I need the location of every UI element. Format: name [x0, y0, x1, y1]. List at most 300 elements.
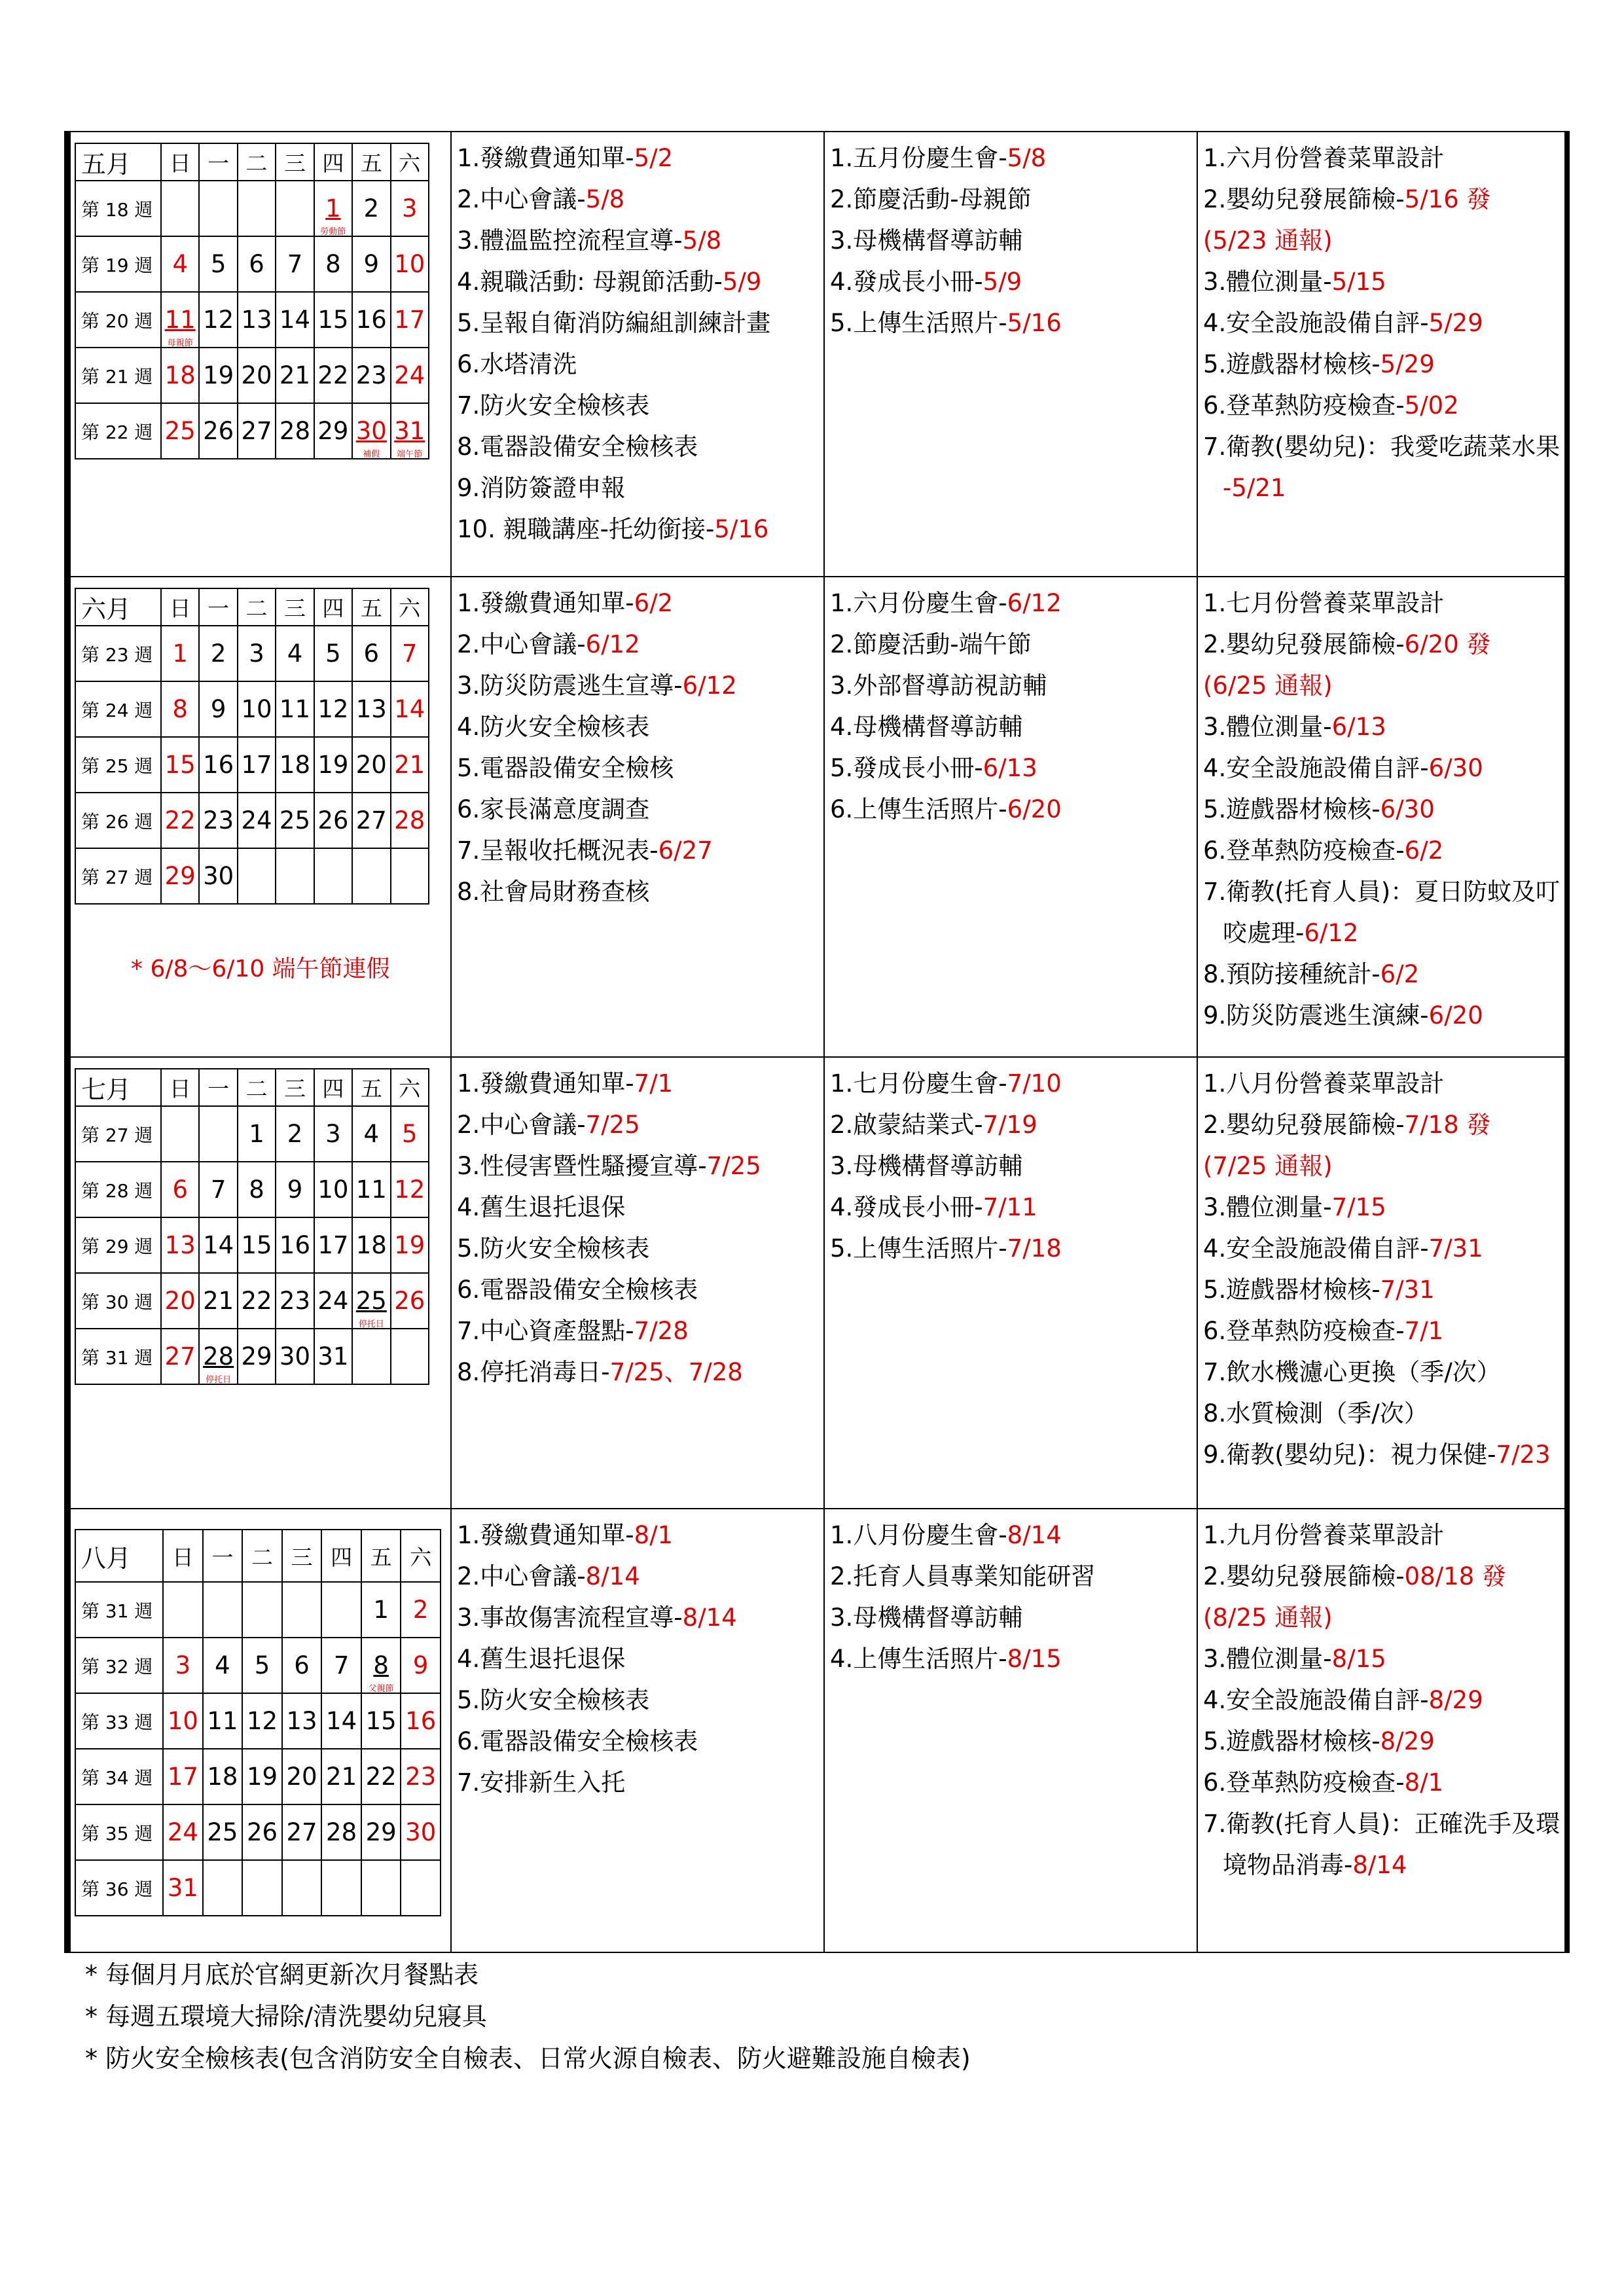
day-number: 8 — [249, 1175, 264, 1204]
day-number: 4 — [363, 1120, 380, 1148]
day-cell — [391, 348, 429, 403]
task-date: 6/2 — [1404, 836, 1444, 865]
day-cell — [314, 1329, 352, 1384]
task-text: 3.防災防震逃生宣導- — [457, 672, 683, 700]
task-item — [1203, 1597, 1564, 1638]
task-date: 7/25 — [706, 1152, 761, 1180]
task-item — [1203, 1187, 1564, 1228]
day-number: 9 — [287, 1175, 303, 1204]
weekday-header: 五 — [361, 1530, 401, 1582]
day-number: 19 — [394, 1231, 425, 1259]
task-item — [1203, 385, 1564, 426]
task-item — [1203, 1515, 1564, 1556]
weekday-header: 日 — [161, 588, 199, 626]
month-calendar-cell — [71, 577, 452, 1056]
task-item — [457, 1352, 823, 1393]
task-text: 5.防火安全檢核表 — [457, 1234, 650, 1263]
task-item — [1203, 954, 1564, 995]
day-number: 11 — [355, 1175, 387, 1204]
task-item — [1203, 261, 1564, 302]
task-text: 1.七月份慶生會- — [830, 1069, 1007, 1098]
week-label: 第 18 週 — [75, 181, 161, 236]
day-cell — [352, 1162, 390, 1217]
day-number: 17 — [317, 1231, 349, 1259]
task-text: 4.上傳生活照片- — [830, 1645, 1007, 1673]
day-cell — [238, 348, 276, 403]
week-row — [75, 1749, 441, 1804]
task-date: -5/21 — [1223, 474, 1286, 502]
day-number: 21 — [394, 751, 425, 779]
task-date: 7/19 — [983, 1111, 1038, 1139]
day-cell — [352, 793, 390, 848]
task-date: 8/14 — [1352, 1851, 1407, 1879]
task-date: 7/31 — [1428, 1234, 1483, 1263]
day-number: 22 — [365, 1763, 397, 1791]
holiday-label: 停托日 — [358, 1319, 384, 1329]
task-item — [457, 830, 823, 871]
task-text: 3.體位測量- — [1203, 268, 1332, 296]
day-cell — [242, 1582, 282, 1638]
task-text: 6.電器設備安全檢核表 — [457, 1727, 698, 1755]
task-text: 4.發成長小冊- — [830, 268, 983, 296]
task-date: 5/9 — [722, 268, 762, 296]
day-number: 15 — [164, 751, 196, 779]
week-label: 第 32 週 — [75, 1638, 163, 1693]
task-text: 3.體位測量- — [1203, 1193, 1332, 1221]
week-row — [75, 626, 429, 681]
weekday-header: 日 — [161, 1069, 199, 1106]
task-text: 2.中心會議- — [457, 185, 586, 213]
day-cell — [161, 181, 199, 236]
weekday-header: 四 — [314, 143, 352, 181]
task-text: 4.舊生退托退保 — [457, 1193, 626, 1221]
weekday-header: 三 — [276, 143, 314, 181]
task-item — [457, 1310, 823, 1352]
task-item — [1203, 789, 1564, 830]
task-item — [830, 1145, 1197, 1187]
task-text: 6.登革熱防疫檢查- — [1203, 836, 1405, 865]
task-text: 1.發繳費通知單- — [457, 1069, 634, 1098]
task-item — [1203, 1721, 1564, 1762]
day-cell — [276, 626, 314, 681]
month-calendar-cell — [71, 1509, 452, 1952]
task-date: 7/25、7/28 — [609, 1358, 743, 1386]
day-number: 14 — [394, 695, 425, 723]
week-label: 第 24 週 — [75, 681, 161, 737]
month-row — [71, 1058, 1564, 1509]
day-cell — [401, 1693, 441, 1749]
task-item — [1203, 220, 1564, 261]
task-text: 2.托育人員專業知能研習 — [830, 1562, 1096, 1590]
day-number: 5 — [254, 1651, 270, 1679]
task-date: 6/20 發 — [1404, 630, 1491, 658]
day-number: 3 — [249, 639, 264, 668]
task-item — [457, 1187, 823, 1228]
day-number: 28 — [326, 1818, 357, 1846]
task-item — [457, 583, 823, 624]
day-number: 23 — [279, 1287, 311, 1315]
task-date: 6/2 — [1380, 960, 1420, 988]
day-cell — [161, 1329, 199, 1384]
day-number: 8 — [325, 250, 341, 278]
task-text: 5.呈報自衛消防編組訓練計畫 — [457, 309, 771, 337]
day-number: 1 — [373, 1596, 389, 1624]
task-text: 4.母機構督導訪輔 — [830, 713, 1023, 741]
task-text: 7.衛教(托育人員)：夏日防蚊及叮 — [1203, 878, 1561, 906]
task-item — [1203, 995, 1564, 1036]
task-item — [830, 789, 1197, 830]
day-cell — [238, 793, 276, 848]
day-cell — [401, 1860, 441, 1916]
day-cell — [276, 348, 314, 403]
task-date: 5/9 — [983, 268, 1022, 296]
month-row — [71, 1509, 1564, 1952]
task-item — [457, 706, 823, 747]
weekday-header: 六 — [391, 1069, 429, 1106]
weekday-header: 一 — [203, 1530, 243, 1582]
day-number: 24 — [317, 1287, 349, 1315]
day-number: 31 — [167, 1874, 198, 1902]
day-number: 10 — [241, 695, 272, 723]
day-cell — [163, 1804, 203, 1860]
day-number: 26 — [394, 1287, 425, 1315]
weekday-header: 五 — [352, 143, 390, 181]
day-number: 18 — [279, 751, 311, 779]
day-number: 29 — [317, 417, 349, 445]
day-cell — [391, 1217, 429, 1273]
day-number: 9 — [210, 695, 226, 723]
task-item — [457, 344, 823, 385]
day-cell — [282, 1749, 322, 1804]
day-number: 22 — [164, 806, 196, 834]
day-cell — [352, 292, 390, 348]
week-row — [75, 737, 429, 793]
task-date: 7/31 — [1380, 1276, 1435, 1304]
day-cell — [163, 1749, 203, 1804]
week-row — [75, 1582, 441, 1638]
weekday-header: 二 — [238, 1069, 276, 1106]
task-item — [830, 1063, 1197, 1104]
task-text: 8.停托消毒日- — [457, 1358, 610, 1386]
day-cell — [321, 1749, 361, 1804]
task-item — [830, 665, 1197, 706]
task-column-2 — [825, 1058, 1198, 1508]
day-cell — [391, 793, 429, 848]
task-text: 4.安全設施設備自評- — [1203, 754, 1429, 782]
day-cell — [276, 681, 314, 737]
task-item — [1203, 302, 1564, 344]
day-cell — [238, 1329, 276, 1384]
task-column-3 — [1198, 1509, 1564, 1952]
day-number: 3 — [175, 1651, 191, 1679]
day-number: 16 — [203, 751, 234, 779]
day-number: 30 — [355, 417, 387, 445]
day-number: 23 — [203, 806, 234, 834]
day-number: 15 — [365, 1707, 397, 1735]
week-label: 第 21 週 — [75, 348, 161, 403]
task-item — [457, 1638, 823, 1679]
task-item — [830, 1515, 1197, 1556]
task-date: 6/12 — [682, 672, 737, 700]
day-cell — [361, 1582, 401, 1638]
task-column-3 — [1198, 132, 1564, 576]
day-cell — [203, 1693, 243, 1749]
task-item — [1203, 1145, 1564, 1187]
day-cell — [276, 181, 314, 236]
task-item — [457, 747, 823, 789]
day-number: 3 — [325, 1120, 341, 1148]
task-text: 5.遊戲器材檢核- — [1203, 795, 1380, 823]
task-item — [1203, 179, 1564, 220]
day-number: 22 — [241, 1287, 272, 1315]
task-date: 7/18 發 — [1404, 1111, 1491, 1139]
task-text: 5.上傳生活照片- — [830, 1234, 1007, 1263]
day-number: 25 — [279, 806, 311, 834]
task-date: 7/25 — [585, 1111, 640, 1139]
task-text: 2.嬰幼兒發展篩檢- — [1203, 185, 1405, 213]
holiday-label: 母親節 — [167, 338, 193, 348]
task-text: 5.遊戲器材檢核- — [1203, 1727, 1380, 1755]
task-item — [457, 467, 823, 509]
day-cell — [352, 626, 390, 681]
day-number: 20 — [355, 751, 387, 779]
week-row — [75, 848, 429, 904]
day-cell — [242, 1638, 282, 1693]
day-number: 20 — [286, 1763, 317, 1791]
task-item — [457, 1762, 823, 1803]
task-text: 7.安排新生入托 — [457, 1768, 626, 1797]
weekday-header: 四 — [314, 1069, 352, 1106]
day-number: 13 — [286, 1707, 317, 1735]
task-text: 3.體位測量- — [1203, 1645, 1332, 1673]
day-number: 3 — [401, 194, 418, 223]
task-item — [457, 1145, 823, 1187]
day-number: 28 — [203, 1342, 234, 1371]
task-date: 8/15 — [1007, 1645, 1062, 1673]
day-number: 4 — [215, 1651, 230, 1679]
task-date: 5/16 — [714, 515, 769, 543]
day-cell — [199, 181, 237, 236]
week-label: 第 25 週 — [75, 737, 161, 793]
day-number: 26 — [246, 1818, 278, 1846]
day-cell — [238, 1273, 276, 1329]
week-row — [75, 1162, 429, 1217]
task-item — [830, 1638, 1197, 1679]
day-number: 7 — [401, 639, 418, 668]
task-date: 5/8 — [585, 185, 625, 213]
task-text: 4.舊生退托退保 — [457, 1645, 626, 1673]
day-cell — [242, 1860, 282, 1916]
day-number: 9 — [412, 1651, 429, 1679]
task-text: 9.衛教(嬰幼兒)：視力保健- — [1203, 1441, 1496, 1469]
week-label: 第 36 週 — [75, 1860, 163, 1916]
day-cell — [199, 1329, 237, 1384]
week-row — [75, 1804, 441, 1860]
day-number: 6 — [363, 639, 380, 668]
task-item — [1203, 1762, 1564, 1803]
day-cell — [314, 793, 352, 848]
task-item — [1203, 467, 1564, 509]
week-label: 第 23 週 — [75, 626, 161, 681]
task-column-1 — [452, 1509, 825, 1952]
task-item — [830, 747, 1197, 789]
day-number: 14 — [203, 1231, 234, 1259]
task-text: 2.節慶活動-母親節 — [830, 185, 1032, 213]
weekday-header: 二 — [238, 588, 276, 626]
week-row — [75, 681, 429, 737]
day-cell — [199, 681, 237, 737]
day-cell — [276, 1162, 314, 1217]
holiday-label: 停托日 — [206, 1375, 232, 1385]
week-row — [75, 1329, 429, 1384]
day-cell — [161, 1217, 199, 1273]
day-cell — [314, 292, 352, 348]
day-cell — [199, 403, 237, 459]
day-number: 18 — [355, 1231, 387, 1259]
day-number: 12 — [246, 1707, 278, 1735]
day-cell — [352, 403, 390, 459]
task-text: 7.衛教(嬰幼兒)：我愛吃蔬菜水果 — [1203, 433, 1561, 461]
weekday-header: 一 — [199, 143, 237, 181]
footnotes — [85, 1954, 971, 2079]
week-row — [75, 181, 429, 236]
task-item — [457, 302, 823, 344]
week-row — [75, 1638, 441, 1693]
task-item — [830, 220, 1197, 261]
task-date: 6/2 — [634, 589, 674, 617]
day-cell — [352, 181, 390, 236]
task-item — [830, 179, 1197, 220]
task-item — [1203, 912, 1564, 954]
week-label: 第 33 週 — [75, 1693, 163, 1749]
task-column-1 — [452, 1058, 825, 1508]
week-label: 第 29 週 — [75, 1217, 161, 1273]
task-item — [830, 1597, 1197, 1638]
day-cell — [391, 1106, 429, 1162]
weekday-header: 三 — [276, 588, 314, 626]
task-text: 3.體溫監控流程宣導- — [457, 226, 683, 255]
task-item — [457, 1228, 823, 1269]
day-cell — [314, 1106, 352, 1162]
day-number: 12 — [394, 1175, 425, 1204]
month-calendar-cell — [71, 1058, 452, 1508]
month-calendar — [75, 1529, 441, 1916]
task-text: 2.嬰幼兒發展篩檢- — [1203, 630, 1405, 658]
task-date: 6/13 — [1331, 713, 1386, 741]
day-cell — [361, 1749, 401, 1804]
month-name: 六月 — [75, 588, 161, 626]
day-number: 25 — [207, 1818, 238, 1846]
day-number: 4 — [287, 639, 303, 668]
day-cell — [282, 1693, 322, 1749]
task-item — [457, 179, 823, 220]
task-text: 5.遊戲器材檢核- — [1203, 350, 1380, 378]
task-item — [830, 302, 1197, 344]
day-cell — [352, 1273, 390, 1329]
day-cell — [199, 292, 237, 348]
day-cell — [276, 1106, 314, 1162]
week-label: 第 19 週 — [75, 236, 161, 292]
day-cell — [161, 236, 199, 292]
day-number: 17 — [394, 306, 425, 334]
task-text: 7.中心資產盤點- — [457, 1317, 634, 1345]
day-number: 15 — [317, 306, 349, 334]
holiday-label: 勞動節 — [320, 227, 346, 237]
month-name: 五月 — [75, 143, 161, 181]
day-cell — [238, 292, 276, 348]
task-item — [1203, 426, 1564, 467]
task-text: 6.登革熱防疫檢查- — [1203, 1317, 1405, 1345]
task-item — [1203, 1310, 1564, 1352]
day-cell — [314, 737, 352, 793]
day-number: 14 — [326, 1707, 357, 1735]
task-item — [1203, 706, 1564, 747]
task-item — [830, 1556, 1197, 1597]
task-text: 5.發成長小冊- — [830, 754, 983, 782]
day-cell — [391, 626, 429, 681]
weekday-header: 五 — [352, 1069, 390, 1106]
task-date: 8/14 — [1007, 1521, 1062, 1549]
task-item — [457, 1269, 823, 1310]
task-text: 6.上傳生活照片- — [830, 795, 1007, 823]
day-cell — [199, 1217, 237, 1273]
day-cell — [161, 1106, 199, 1162]
task-text: 8.水質檢測（季/次） — [1203, 1399, 1428, 1427]
day-cell — [391, 292, 429, 348]
task-text: 8.社會局財務查核 — [457, 878, 650, 906]
day-number: 18 — [207, 1763, 238, 1791]
day-number: 29 — [164, 862, 196, 890]
month-row — [71, 132, 1564, 577]
task-date: 5/8 — [682, 226, 722, 255]
task-text: 6.家長滿意度調查 — [457, 795, 650, 823]
task-date: 5/2 — [634, 144, 674, 172]
day-number: 2 — [363, 194, 380, 223]
task-item — [1203, 1352, 1564, 1393]
task-date: 7/28 — [634, 1317, 689, 1345]
day-cell — [238, 403, 276, 459]
weekday-header: 四 — [321, 1530, 361, 1582]
task-text: 4.安全設施設備自評- — [1203, 309, 1429, 337]
day-cell — [352, 236, 390, 292]
day-number: 13 — [164, 1231, 196, 1259]
day-number: 26 — [317, 806, 349, 834]
task-text: 咬處理- — [1223, 919, 1305, 947]
task-date: 8/14 — [682, 1604, 737, 1632]
day-number: 10 — [317, 1175, 349, 1204]
day-number: 25 — [355, 1287, 387, 1315]
task-date: (5/23 通報) — [1203, 226, 1333, 255]
task-date: 5/16 發 — [1404, 185, 1491, 213]
task-text: 8.電器設備安全檢核表 — [457, 433, 698, 461]
task-item — [1203, 1638, 1564, 1679]
task-item — [457, 1721, 823, 1762]
task-date: 5/15 — [1331, 268, 1386, 296]
day-cell — [391, 403, 429, 459]
task-text: 境物品消毒- — [1223, 1851, 1353, 1879]
day-cell — [242, 1693, 282, 1749]
day-number: 13 — [241, 306, 272, 334]
task-text: 3.性侵害暨性騷擾宣導- — [457, 1152, 707, 1180]
weekday-header: 三 — [282, 1530, 322, 1582]
day-cell — [282, 1582, 322, 1638]
week-label: 第 27 週 — [75, 1106, 161, 1162]
task-item — [457, 220, 823, 261]
task-text: 1.六月份營養菜單設計 — [1203, 144, 1445, 172]
day-cell — [238, 848, 276, 904]
task-item — [1203, 1679, 1564, 1721]
task-text: 3.母機構督導訪輔 — [830, 1152, 1023, 1180]
